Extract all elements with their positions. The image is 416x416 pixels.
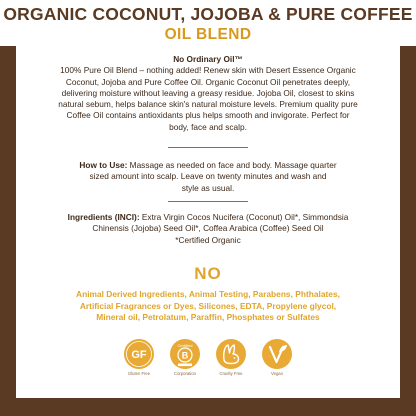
how-to-use-text: Massage as needed on face and body. Massage quarter [129,160,337,170]
description-line: Coffee Oil contains antioxidants plus helps smooth and invigorate. Perfect for [66,110,350,121]
how-to-use-heading: How to Use: [79,160,128,170]
vegan-label: Vegan [271,371,283,376]
free-from-line: Animal Derived Ingredients, Animal Testing, Parabens, Phthalates, [76,289,340,299]
brown-frame [0,46,416,416]
b-corp-mark: B [181,350,189,361]
product-title: ORGANIC COCONUT, JOJOBA & PURE COFFEE [3,4,413,24]
ingredients-line: *Certified Organic [175,234,241,245]
free-from-line: Mineral oil, Petrolatum, Paraffin, Phosphates or Sulfates [96,312,320,322]
gluten-free-label: Gluten Free [127,371,151,376]
free-from-list [46,289,370,324]
description-section [16,54,400,133]
ingredients-text: Extra Virgin Cocos Nucifera (Coconut) Oil*, Simmondsia [141,212,349,222]
ingredients-section [16,212,400,246]
description-heading: No Ordinary Oil™ [173,54,243,64]
how-to-use-line: style as usual. [181,182,235,193]
vegan-icon [261,338,293,380]
how-to-use-line: sized amount into scalp. Leave on twenty minutes and wash and [89,171,327,182]
divider [168,201,248,202]
gluten-free-icon [123,338,155,380]
description-line: natural sebum, helps balance skin's natural moisture levels. Premium quality pure [58,99,358,110]
free-from-line: Artificial Fragrances or Dyes, Silicones, EDTA, Propylene glycol, [79,300,337,311]
ingredients-heading: Ingredients (INCI): [67,212,140,222]
description-line: 100% Pure Oil Blend – nothing added! Renew skin with Desert Essence Organic [60,65,356,76]
how-to-use-section [16,160,400,194]
info-panel [16,46,400,398]
gluten-free-mark: GF [131,349,147,361]
description-line: delivering moisture without leaving a greasy residue. Jojoba Oil, closest to skins [61,87,355,98]
description-line: body, face and scalp. [169,121,247,132]
ingredients-line [16,212,400,223]
cruelty-free-label: Cruelty Free [219,371,243,376]
how-to-use-line [16,160,400,171]
cruelty-free-icon [215,338,247,380]
header [0,0,416,46]
divider [168,147,248,148]
ingredients-line: Chinensis (Jojoba) Seed Oil*, Coffea Arabica (Coffee) Seed Oil [92,223,324,234]
b-corp-label: Corporation [174,371,196,376]
description-line: Coconut, Jojoba and Pure Coffee Oil. Organic Coconut Oil penetrates deeply, [65,76,351,87]
certified-b-corp-icon [169,338,201,380]
product-subtitle: OIL BLEND [164,26,252,43]
no-heading: NO [194,264,222,283]
certification-badges [16,338,400,388]
b-corp-top-text: Certified [177,343,193,348]
